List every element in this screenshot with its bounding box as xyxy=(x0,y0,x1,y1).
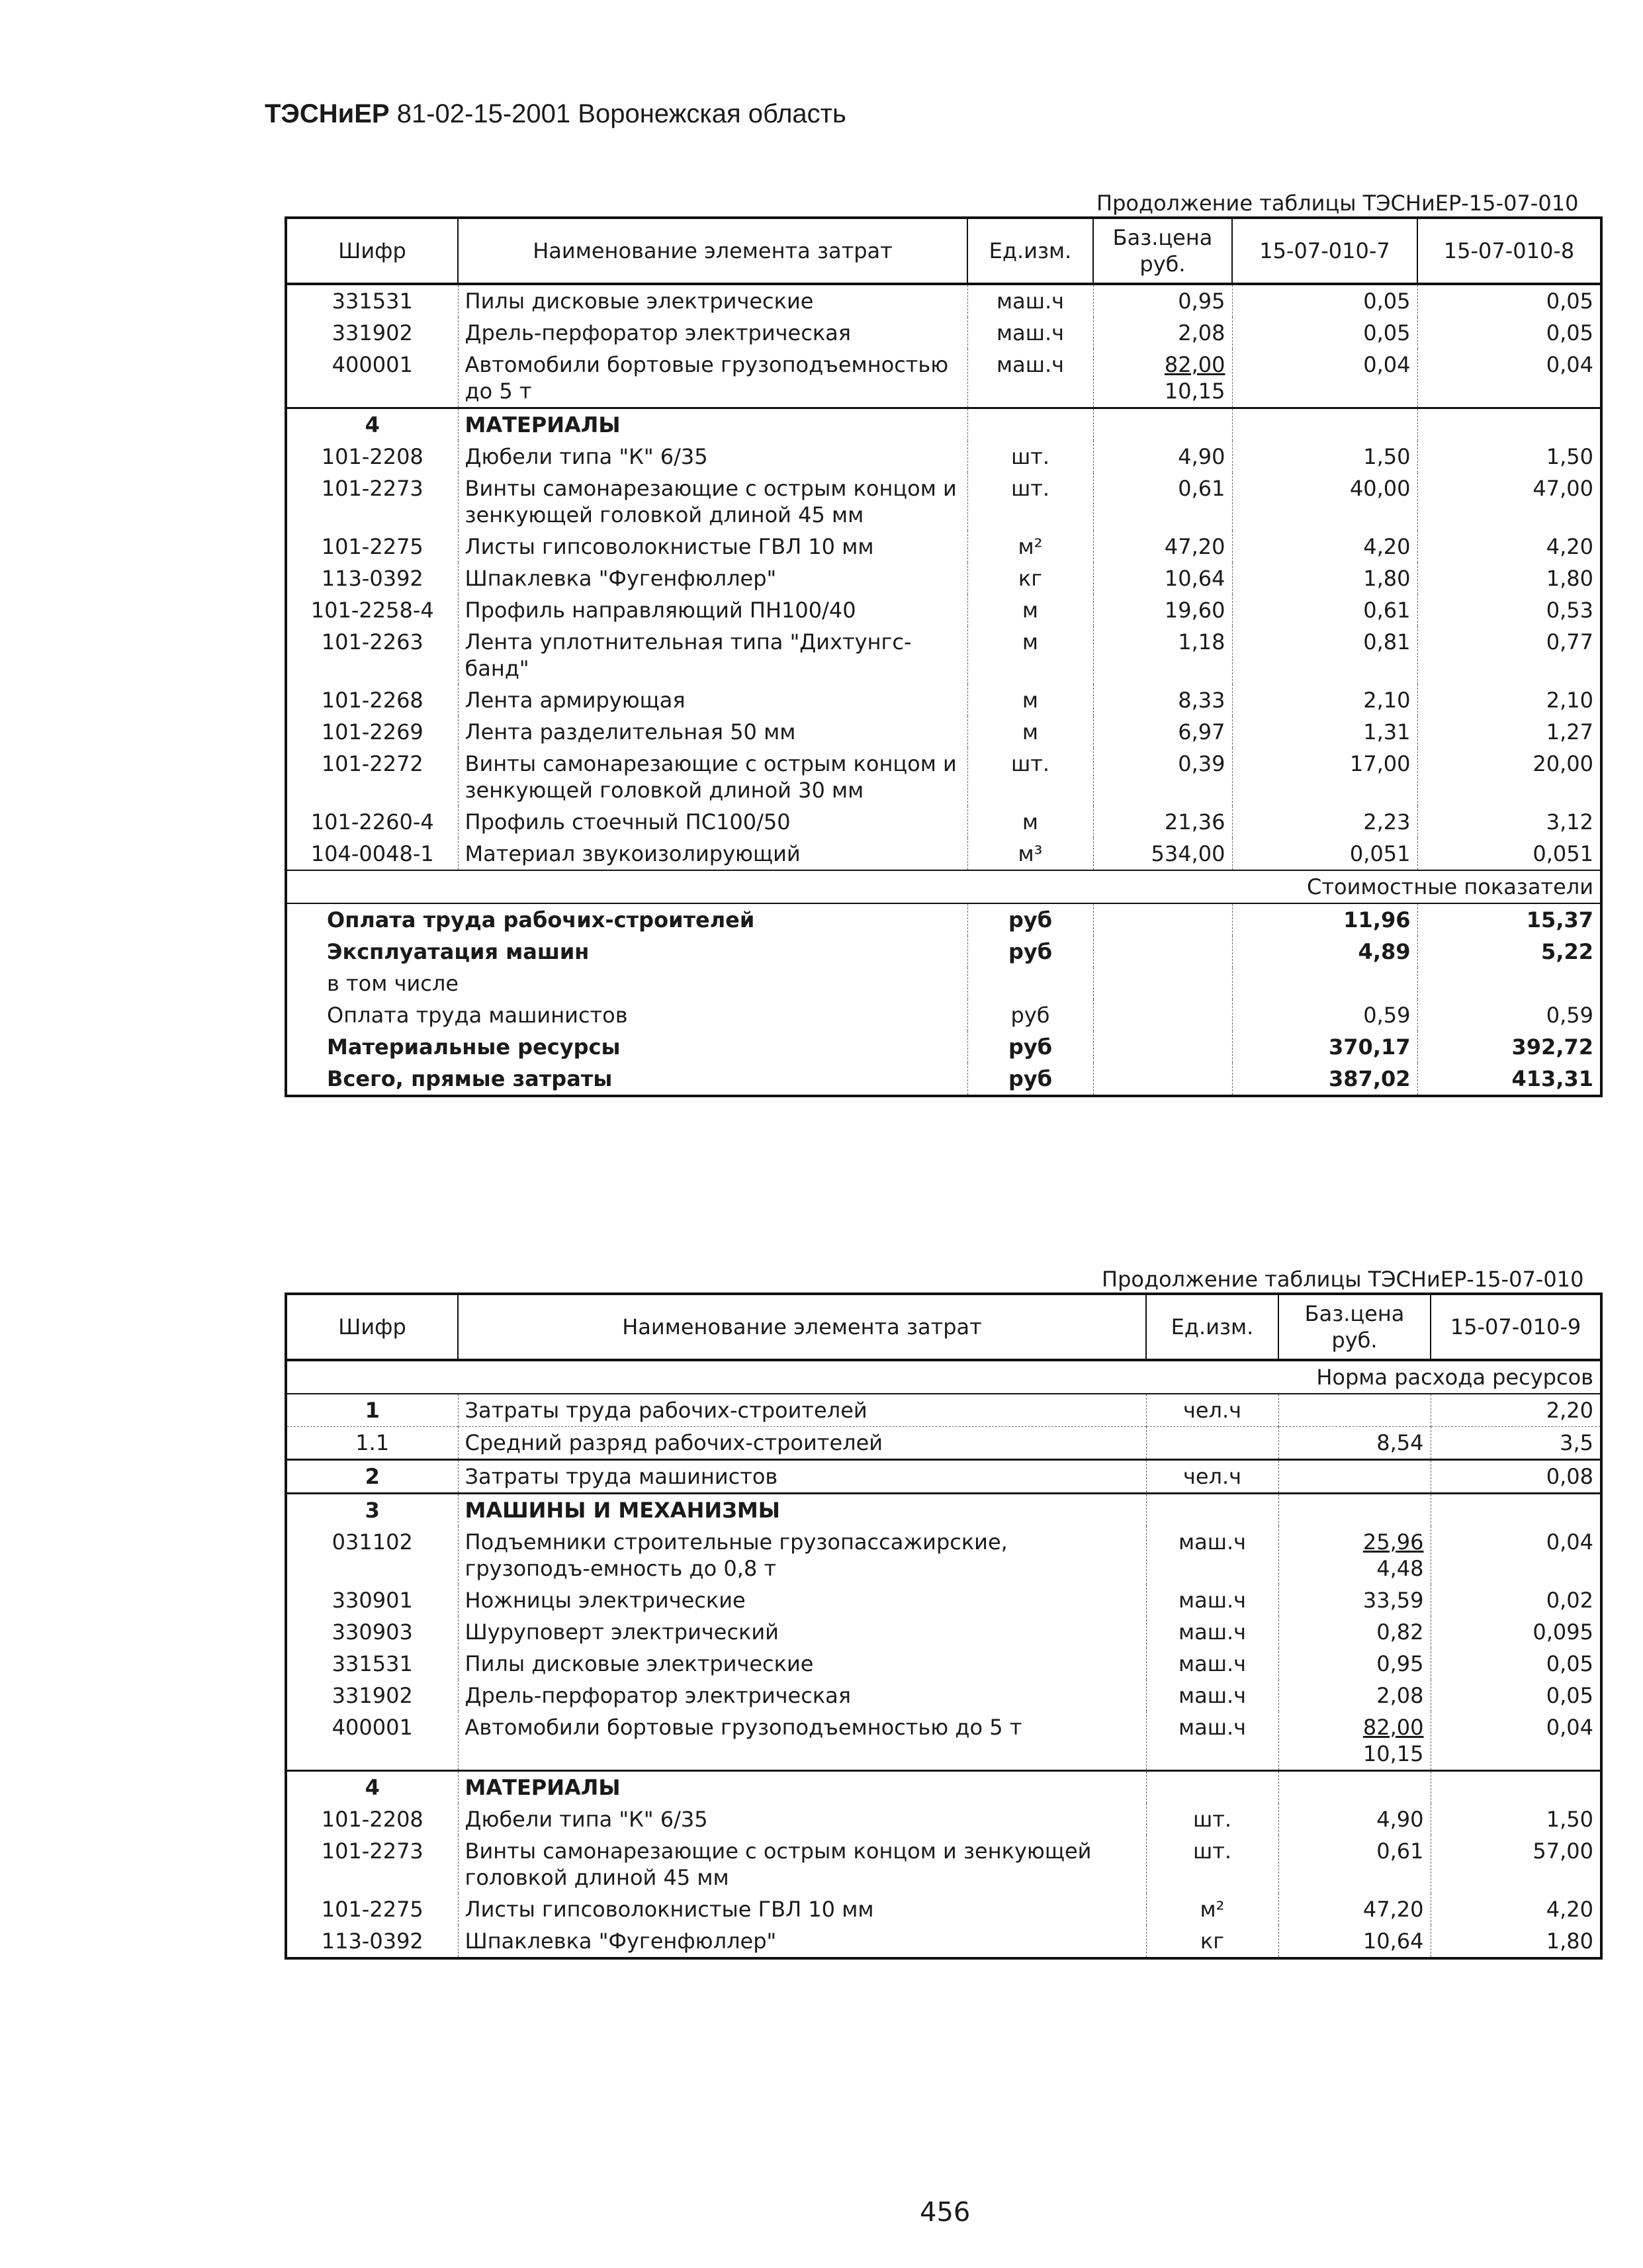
table-row xyxy=(286,806,1601,838)
cost-value-8: 0,59 xyxy=(1417,999,1601,1031)
resource-name: Дрель-перфоратор электрическая xyxy=(458,1680,1146,1711)
resource-code: 331902 xyxy=(332,1683,413,1708)
table-row xyxy=(286,1584,1601,1616)
resource-unit: маш.ч xyxy=(967,284,1093,317)
table-row xyxy=(286,1526,1601,1584)
resource-price xyxy=(1093,806,1232,838)
value-15-07-010-9: 0,08 xyxy=(1431,1460,1601,1494)
price-value: 82,00 xyxy=(1362,1715,1424,1740)
price-value: 47,20 xyxy=(1164,534,1225,559)
cost-value-8: 5,22 xyxy=(1417,936,1601,968)
resource-code: 101-2260-4 xyxy=(310,809,434,835)
table-row xyxy=(286,441,1601,473)
resource-code: 113-0392 xyxy=(321,1928,423,1954)
resource-price xyxy=(1278,1893,1431,1925)
price-value: 4,90 xyxy=(1376,1807,1424,1832)
resource-code: 2 xyxy=(286,1460,458,1494)
col-header-7: 15-07-010-7 xyxy=(1232,218,1417,284)
cost-value-7: 4,89 xyxy=(1232,936,1417,968)
price-secondary: 4,48 xyxy=(1376,1556,1424,1581)
value-15-07-010-8: 0,05 xyxy=(1417,284,1601,317)
section-row xyxy=(286,1494,1601,1527)
cost-unit xyxy=(967,968,1093,999)
col-header-name: Наименование элемента затрат xyxy=(458,218,967,284)
cost-value-7: 387,02 xyxy=(1232,1063,1417,1096)
resource-unit: кг xyxy=(1146,1925,1278,1958)
col-header-9: 15-07-010-9 xyxy=(1431,1294,1601,1360)
price-secondary: 10,15 xyxy=(1362,1741,1424,1766)
resource-unit: маш.ч xyxy=(1146,1711,1278,1771)
price-value: 4,90 xyxy=(1178,444,1225,469)
table1-cost-rows xyxy=(286,903,1601,1096)
price-value: 10,64 xyxy=(1362,1928,1424,1954)
cost-value-8: 15,37 xyxy=(1417,903,1601,936)
resource-code: 101-2275 xyxy=(321,1897,423,1922)
price-value: 8,54 xyxy=(1376,1430,1424,1455)
cost-price-empty xyxy=(1093,1031,1232,1063)
resource-name: Подъемники строительные грузопассажирские, грузоподъ-емность до 0,8 т xyxy=(458,1526,1146,1584)
section-title: МАШИНЫ И МЕХАНИЗМЫ xyxy=(458,1494,1146,1527)
resource-code: 101-2273 xyxy=(321,476,423,501)
cost-row xyxy=(286,936,1601,968)
resource-code: 400001 xyxy=(332,1715,413,1740)
price-value: 0,95 xyxy=(1178,289,1225,314)
table-row xyxy=(286,284,1601,317)
section-title: МАТЕРИАЛЫ xyxy=(458,408,967,441)
table1-machines xyxy=(286,284,1601,408)
price-secondary: 10,15 xyxy=(1164,379,1225,404)
resource-price xyxy=(1093,531,1232,563)
cost-name: Материальные ресурсы xyxy=(327,1034,621,1060)
resource-price xyxy=(1278,1835,1431,1893)
resource-price xyxy=(1093,748,1232,806)
table1-header-row xyxy=(286,218,1601,284)
cost-unit: руб xyxy=(967,999,1093,1031)
table1-costs xyxy=(286,870,1601,903)
value-15-07-010-8: 3,12 xyxy=(1417,806,1601,838)
price-value: 0,39 xyxy=(1178,751,1225,776)
resource-unit xyxy=(1146,1427,1278,1460)
resource-unit: шт. xyxy=(1146,1835,1278,1893)
cost-row xyxy=(286,1031,1601,1063)
cost-value-7: 11,96 xyxy=(1232,903,1417,936)
table2-machines xyxy=(286,1526,1601,1771)
value-15-07-010-8: 2,10 xyxy=(1417,684,1601,716)
resource-unit: м xyxy=(967,684,1093,716)
resource-name: Затраты труда рабочих-строителей xyxy=(458,1394,1146,1427)
value-15-07-010-7: 4,20 xyxy=(1232,531,1417,563)
resource-price xyxy=(1093,317,1232,349)
value-15-07-010-9: 0,095 xyxy=(1431,1616,1601,1648)
col-header-unit: Ед.изм. xyxy=(1146,1294,1278,1360)
resource-name: Пилы дисковые электрические xyxy=(458,1648,1146,1680)
table2-materials xyxy=(286,1803,1601,1958)
value-15-07-010-8: 4,20 xyxy=(1417,531,1601,563)
col-header-code: Шифр xyxy=(286,1294,458,1360)
value-15-07-010-8: 1,27 xyxy=(1417,716,1601,748)
table-row xyxy=(286,1925,1601,1958)
table1-caption: Продолжение таблицы ТЭСНиЕР-15-07-010 xyxy=(1096,191,1579,216)
section-number: 4 xyxy=(286,408,458,441)
cost-value-8 xyxy=(1417,968,1601,999)
col-header-price: Баз.цена руб. xyxy=(1093,218,1232,284)
price-value: 2,08 xyxy=(1376,1683,1424,1708)
table1-materials xyxy=(286,441,1601,870)
price-value: 10,64 xyxy=(1164,566,1225,591)
cost-price-empty xyxy=(1093,999,1232,1031)
resource-unit: маш.ч xyxy=(1146,1680,1278,1711)
resource-code: 031102 xyxy=(332,1529,413,1555)
value-15-07-010-9: 0,04 xyxy=(1431,1526,1601,1584)
cost-value-8: 392,72 xyxy=(1417,1031,1601,1063)
cost-unit: руб xyxy=(967,1031,1093,1063)
table-row xyxy=(286,1680,1601,1711)
value-15-07-010-7: 40,00 xyxy=(1232,473,1417,531)
value-15-07-010-8: 20,00 xyxy=(1417,748,1601,806)
value-15-07-010-7: 0,05 xyxy=(1232,284,1417,317)
value-15-07-010-9: 4,20 xyxy=(1431,1893,1601,1925)
price-value: 21,36 xyxy=(1164,809,1225,835)
cost-value-7: 0,59 xyxy=(1232,999,1417,1031)
resource-name: Дрель-перфоратор электрическая xyxy=(458,317,967,349)
table-row xyxy=(286,1616,1601,1648)
resource-code: 104-0048-1 xyxy=(310,841,434,866)
col-header-8: 15-07-010-8 xyxy=(1417,218,1601,284)
resource-unit: м³ xyxy=(967,838,1093,870)
cost-name: Эксплуатация машин xyxy=(327,939,590,964)
price-value: 6,97 xyxy=(1178,719,1225,745)
table-row xyxy=(286,1460,1601,1494)
resource-code: 101-2273 xyxy=(321,1838,423,1864)
resource-unit: м xyxy=(967,626,1093,684)
col-header-price: Баз.цена руб. xyxy=(1278,1294,1431,1360)
table2-caption: Продолжение таблицы ТЭСНиЕР-15-07-010 xyxy=(1102,1267,1584,1292)
price-value: 0,82 xyxy=(1376,1619,1424,1645)
resource-name: Дюбели типа "К" 6/35 xyxy=(458,1803,1146,1835)
norm-header-row xyxy=(286,1360,1601,1394)
resource-unit: маш.ч xyxy=(1146,1616,1278,1648)
resource-name: Лента уплотнительная типа "Дихтунгс-банд" xyxy=(458,626,967,684)
resource-name: Автомобили бортовые грузоподъемностью до 5 т xyxy=(458,1711,1146,1771)
resource-name: Лента армирующая xyxy=(458,684,967,716)
resource-code: 1.1 xyxy=(286,1427,458,1460)
resource-unit: м xyxy=(967,716,1093,748)
resource-code: 101-2269 xyxy=(321,719,423,745)
col-header-code: Шифр xyxy=(286,218,458,284)
cost-value-7: 370,17 xyxy=(1232,1031,1417,1063)
cost-row xyxy=(286,1063,1601,1096)
value-15-07-010-9: 1,50 xyxy=(1431,1803,1601,1835)
table-row xyxy=(286,684,1601,716)
resource-price xyxy=(1278,1394,1431,1427)
resource-unit: маш.ч xyxy=(967,349,1093,408)
resource-price xyxy=(1278,1427,1431,1460)
resource-price xyxy=(1278,1584,1431,1616)
cost-price-empty xyxy=(1093,968,1232,999)
resource-unit: м xyxy=(967,594,1093,626)
resource-name: Материал звукоизолирующий xyxy=(458,838,967,870)
resource-unit: шт. xyxy=(1146,1803,1278,1835)
resource-code: 101-2268 xyxy=(321,688,423,713)
resource-unit: чел.ч xyxy=(1146,1394,1278,1427)
value-15-07-010-7: 0,61 xyxy=(1232,594,1417,626)
value-15-07-010-7: 1,50 xyxy=(1232,441,1417,473)
resource-name: Средний разряд рабочих-строителей xyxy=(458,1427,1146,1460)
resource-price xyxy=(1093,563,1232,594)
value-15-07-010-7: 2,23 xyxy=(1232,806,1417,838)
table-row xyxy=(286,716,1601,748)
header-title-bold: ТЭСНиЕР xyxy=(265,99,390,128)
value-15-07-010-9: 0,05 xyxy=(1431,1680,1601,1711)
resource-name: Винты самонарезающие с острым концом и зенкующей головкой длиной 45 мм xyxy=(458,1835,1146,1893)
resource-unit: чел.ч xyxy=(1146,1460,1278,1494)
table2-header-row xyxy=(286,1294,1601,1360)
resource-code: 113-0392 xyxy=(321,566,423,591)
cost-header: Стоимостные показатели xyxy=(286,870,1601,903)
resource-name: Шуруповерт электрический xyxy=(458,1616,1146,1648)
value-15-07-010-8: 0,05 xyxy=(1417,317,1601,349)
resource-price xyxy=(1278,1803,1431,1835)
cost-row xyxy=(286,968,1601,999)
table-row xyxy=(286,594,1601,626)
cost-row xyxy=(286,903,1601,936)
resource-unit: м xyxy=(967,806,1093,838)
resource-name: Шпаклевка "Фугенфюллер" xyxy=(458,1925,1146,1958)
resource-unit: маш.ч xyxy=(967,317,1093,349)
value-15-07-010-7: 0,051 xyxy=(1232,838,1417,870)
resource-code: 1 xyxy=(365,1398,380,1423)
section-row xyxy=(286,1771,1601,1804)
resource-code: 330901 xyxy=(332,1588,413,1613)
resource-price xyxy=(1278,1648,1431,1680)
section-number: 3 xyxy=(286,1494,458,1527)
resource-price xyxy=(1093,473,1232,531)
resource-code: 400001 xyxy=(332,352,413,377)
value-15-07-010-8: 1,50 xyxy=(1417,441,1601,473)
resource-unit: маш.ч xyxy=(1146,1526,1278,1584)
resource-code: 330903 xyxy=(332,1619,413,1645)
section-row xyxy=(286,408,1601,441)
price-value: 19,60 xyxy=(1164,598,1225,623)
price-value: 0,61 xyxy=(1376,1838,1424,1864)
resource-price xyxy=(1278,1680,1431,1711)
cost-name: Оплата труда рабочих-строителей xyxy=(327,907,755,932)
cost-unit: руб xyxy=(967,903,1093,936)
resource-name: Профиль стоечный ПС100/50 xyxy=(458,806,967,838)
value-15-07-010-7: 0,04 xyxy=(1232,349,1417,408)
value-15-07-010-7: 0,81 xyxy=(1232,626,1417,684)
value-15-07-010-9: 0,02 xyxy=(1431,1584,1601,1616)
header-title-rest: 81-02-15-2001 Воронежская область xyxy=(389,99,846,128)
resource-unit: шт. xyxy=(967,748,1093,806)
resource-price xyxy=(1093,349,1232,408)
resource-name: Затраты труда машинистов xyxy=(458,1460,1146,1494)
table2-norm-section xyxy=(286,1360,1601,1394)
table2-machines-section xyxy=(286,1494,1601,1527)
resource-name: Лента разделительная 50 мм xyxy=(458,716,967,748)
table-row xyxy=(286,349,1601,408)
value-15-07-010-7: 0,05 xyxy=(1232,317,1417,349)
value-15-07-010-9: 2,20 xyxy=(1431,1394,1601,1427)
resource-unit: маш.ч xyxy=(1146,1584,1278,1616)
value-15-07-010-7: 17,00 xyxy=(1232,748,1417,806)
resource-name: Листы гипсоволокнистые ГВЛ 10 мм xyxy=(458,1893,1146,1925)
cost-value-8: 413,31 xyxy=(1417,1063,1601,1096)
price-value: 82,00 xyxy=(1164,352,1225,377)
value-15-07-010-7: 1,80 xyxy=(1232,563,1417,594)
value-15-07-010-8: 0,051 xyxy=(1417,838,1601,870)
table-row xyxy=(286,1648,1601,1680)
resource-code: 101-2208 xyxy=(321,444,423,469)
resource-unit: м² xyxy=(1146,1893,1278,1925)
table1-materials-section xyxy=(286,408,1601,441)
norm-header: Норма расхода ресурсов xyxy=(286,1360,1601,1394)
section-number: 4 xyxy=(286,1771,458,1804)
table-row xyxy=(286,748,1601,806)
resource-name: Винты самонарезающие с острым концом и зенкующей головкой длиной 30 мм xyxy=(458,748,967,806)
table-row xyxy=(286,626,1601,684)
resource-price xyxy=(1278,1711,1431,1771)
table-row xyxy=(286,838,1601,870)
cost-name: Оплата труда машинистов xyxy=(327,1003,628,1028)
resource-unit: шт. xyxy=(967,473,1093,531)
resource-name: Листы гипсоволокнистые ГВЛ 10 мм xyxy=(458,531,967,563)
resource-price xyxy=(1278,1616,1431,1648)
cost-header-row xyxy=(286,870,1601,903)
price-value: 33,59 xyxy=(1362,1588,1424,1613)
cost-unit: руб xyxy=(967,1063,1093,1096)
table-row xyxy=(286,563,1601,594)
table-row xyxy=(286,1803,1601,1835)
value-15-07-010-9: 3,5 xyxy=(1431,1427,1601,1460)
value-15-07-010-8: 0,04 xyxy=(1417,349,1601,408)
resource-price xyxy=(1093,838,1232,870)
table-row xyxy=(286,473,1601,531)
value-15-07-010-9: 1,80 xyxy=(1431,1925,1601,1958)
resource-name: Винты самонарезающие с острым концом и зенкующей головкой длиной 45 мм xyxy=(458,473,967,531)
resource-code: 101-2272 xyxy=(321,751,423,776)
resource-code: 331531 xyxy=(332,289,413,314)
page-number: 456 xyxy=(920,2197,971,2228)
cost-name: Всего, прямые затраты xyxy=(327,1066,613,1091)
resource-price xyxy=(1093,594,1232,626)
cost-name: в том числе xyxy=(327,971,459,996)
table2-labor xyxy=(286,1394,1601,1494)
price-value: 8,33 xyxy=(1178,688,1225,713)
resource-code: 101-2263 xyxy=(321,629,423,655)
resource-price xyxy=(1093,716,1232,748)
resource-code: 101-2275 xyxy=(321,534,423,559)
resource-name: Ножницы электрические xyxy=(458,1584,1146,1616)
cost-value-7 xyxy=(1232,968,1417,999)
resource-name: Профиль направляющий ПН100/40 xyxy=(458,594,967,626)
value-15-07-010-9: 0,05 xyxy=(1431,1648,1601,1680)
table-row xyxy=(286,1893,1601,1925)
cost-price-empty xyxy=(1093,1063,1232,1096)
col-header-unit: Ед.изм. xyxy=(967,218,1093,284)
resource-unit: маш.ч xyxy=(1146,1648,1278,1680)
col-header-name: Наименование элемента затрат xyxy=(458,1294,1146,1360)
price-value: 0,61 xyxy=(1178,476,1225,501)
resource-name: Пилы дисковые электрические xyxy=(458,284,967,317)
value-15-07-010-9: 57,00 xyxy=(1431,1835,1601,1893)
price-value: 2,08 xyxy=(1178,320,1225,345)
value-15-07-010-8: 47,00 xyxy=(1417,473,1601,531)
cost-price-empty xyxy=(1093,903,1232,936)
resource-code: 101-2258-4 xyxy=(310,598,434,623)
document-header xyxy=(265,99,846,129)
cost-price-empty xyxy=(1093,936,1232,968)
table-row xyxy=(286,317,1601,349)
resource-price xyxy=(1278,1925,1431,1958)
resource-code: 331531 xyxy=(332,1651,413,1676)
resource-price xyxy=(1093,626,1232,684)
value-15-07-010-9: 0,04 xyxy=(1431,1711,1601,1771)
table-row xyxy=(286,1394,1601,1427)
price-value: 1,18 xyxy=(1178,629,1225,655)
resource-price xyxy=(1278,1460,1431,1494)
price-value: 25,96 xyxy=(1362,1529,1424,1555)
price-value: 47,20 xyxy=(1362,1897,1424,1922)
table2 xyxy=(285,1293,1603,1960)
resource-price xyxy=(1093,441,1232,473)
price-value: 534,00 xyxy=(1151,841,1225,866)
table-row xyxy=(286,1427,1601,1460)
resource-code: 331902 xyxy=(332,320,413,345)
table2-materials-section xyxy=(286,1771,1601,1804)
value-15-07-010-8: 0,77 xyxy=(1417,626,1601,684)
resource-name: Шпаклевка "Фугенфюллер" xyxy=(458,563,967,594)
value-15-07-010-8: 0,53 xyxy=(1417,594,1601,626)
value-15-07-010-8: 1,80 xyxy=(1417,563,1601,594)
value-15-07-010-7: 2,10 xyxy=(1232,684,1417,716)
cost-unit: руб xyxy=(967,936,1093,968)
resource-price xyxy=(1278,1526,1431,1584)
resource-unit: м² xyxy=(967,531,1093,563)
value-15-07-010-7: 1,31 xyxy=(1232,716,1417,748)
resource-unit: кг xyxy=(967,563,1093,594)
table1 xyxy=(285,216,1603,1097)
table-row xyxy=(286,1711,1601,1771)
resource-price xyxy=(1093,284,1232,317)
resource-unit: шт. xyxy=(967,441,1093,473)
resource-code: 101-2208 xyxy=(321,1807,423,1832)
resource-name: Дюбели типа "К" 6/35 xyxy=(458,441,967,473)
resource-price xyxy=(1093,684,1232,716)
table-row xyxy=(286,531,1601,563)
section-title: МАТЕРИАЛЫ xyxy=(458,1771,1146,1804)
cost-row xyxy=(286,999,1601,1031)
table-row xyxy=(286,1835,1601,1893)
resource-name: Автомобили бортовые грузоподъемностью до 5 т xyxy=(458,349,967,408)
price-value: 0,95 xyxy=(1376,1651,1424,1676)
